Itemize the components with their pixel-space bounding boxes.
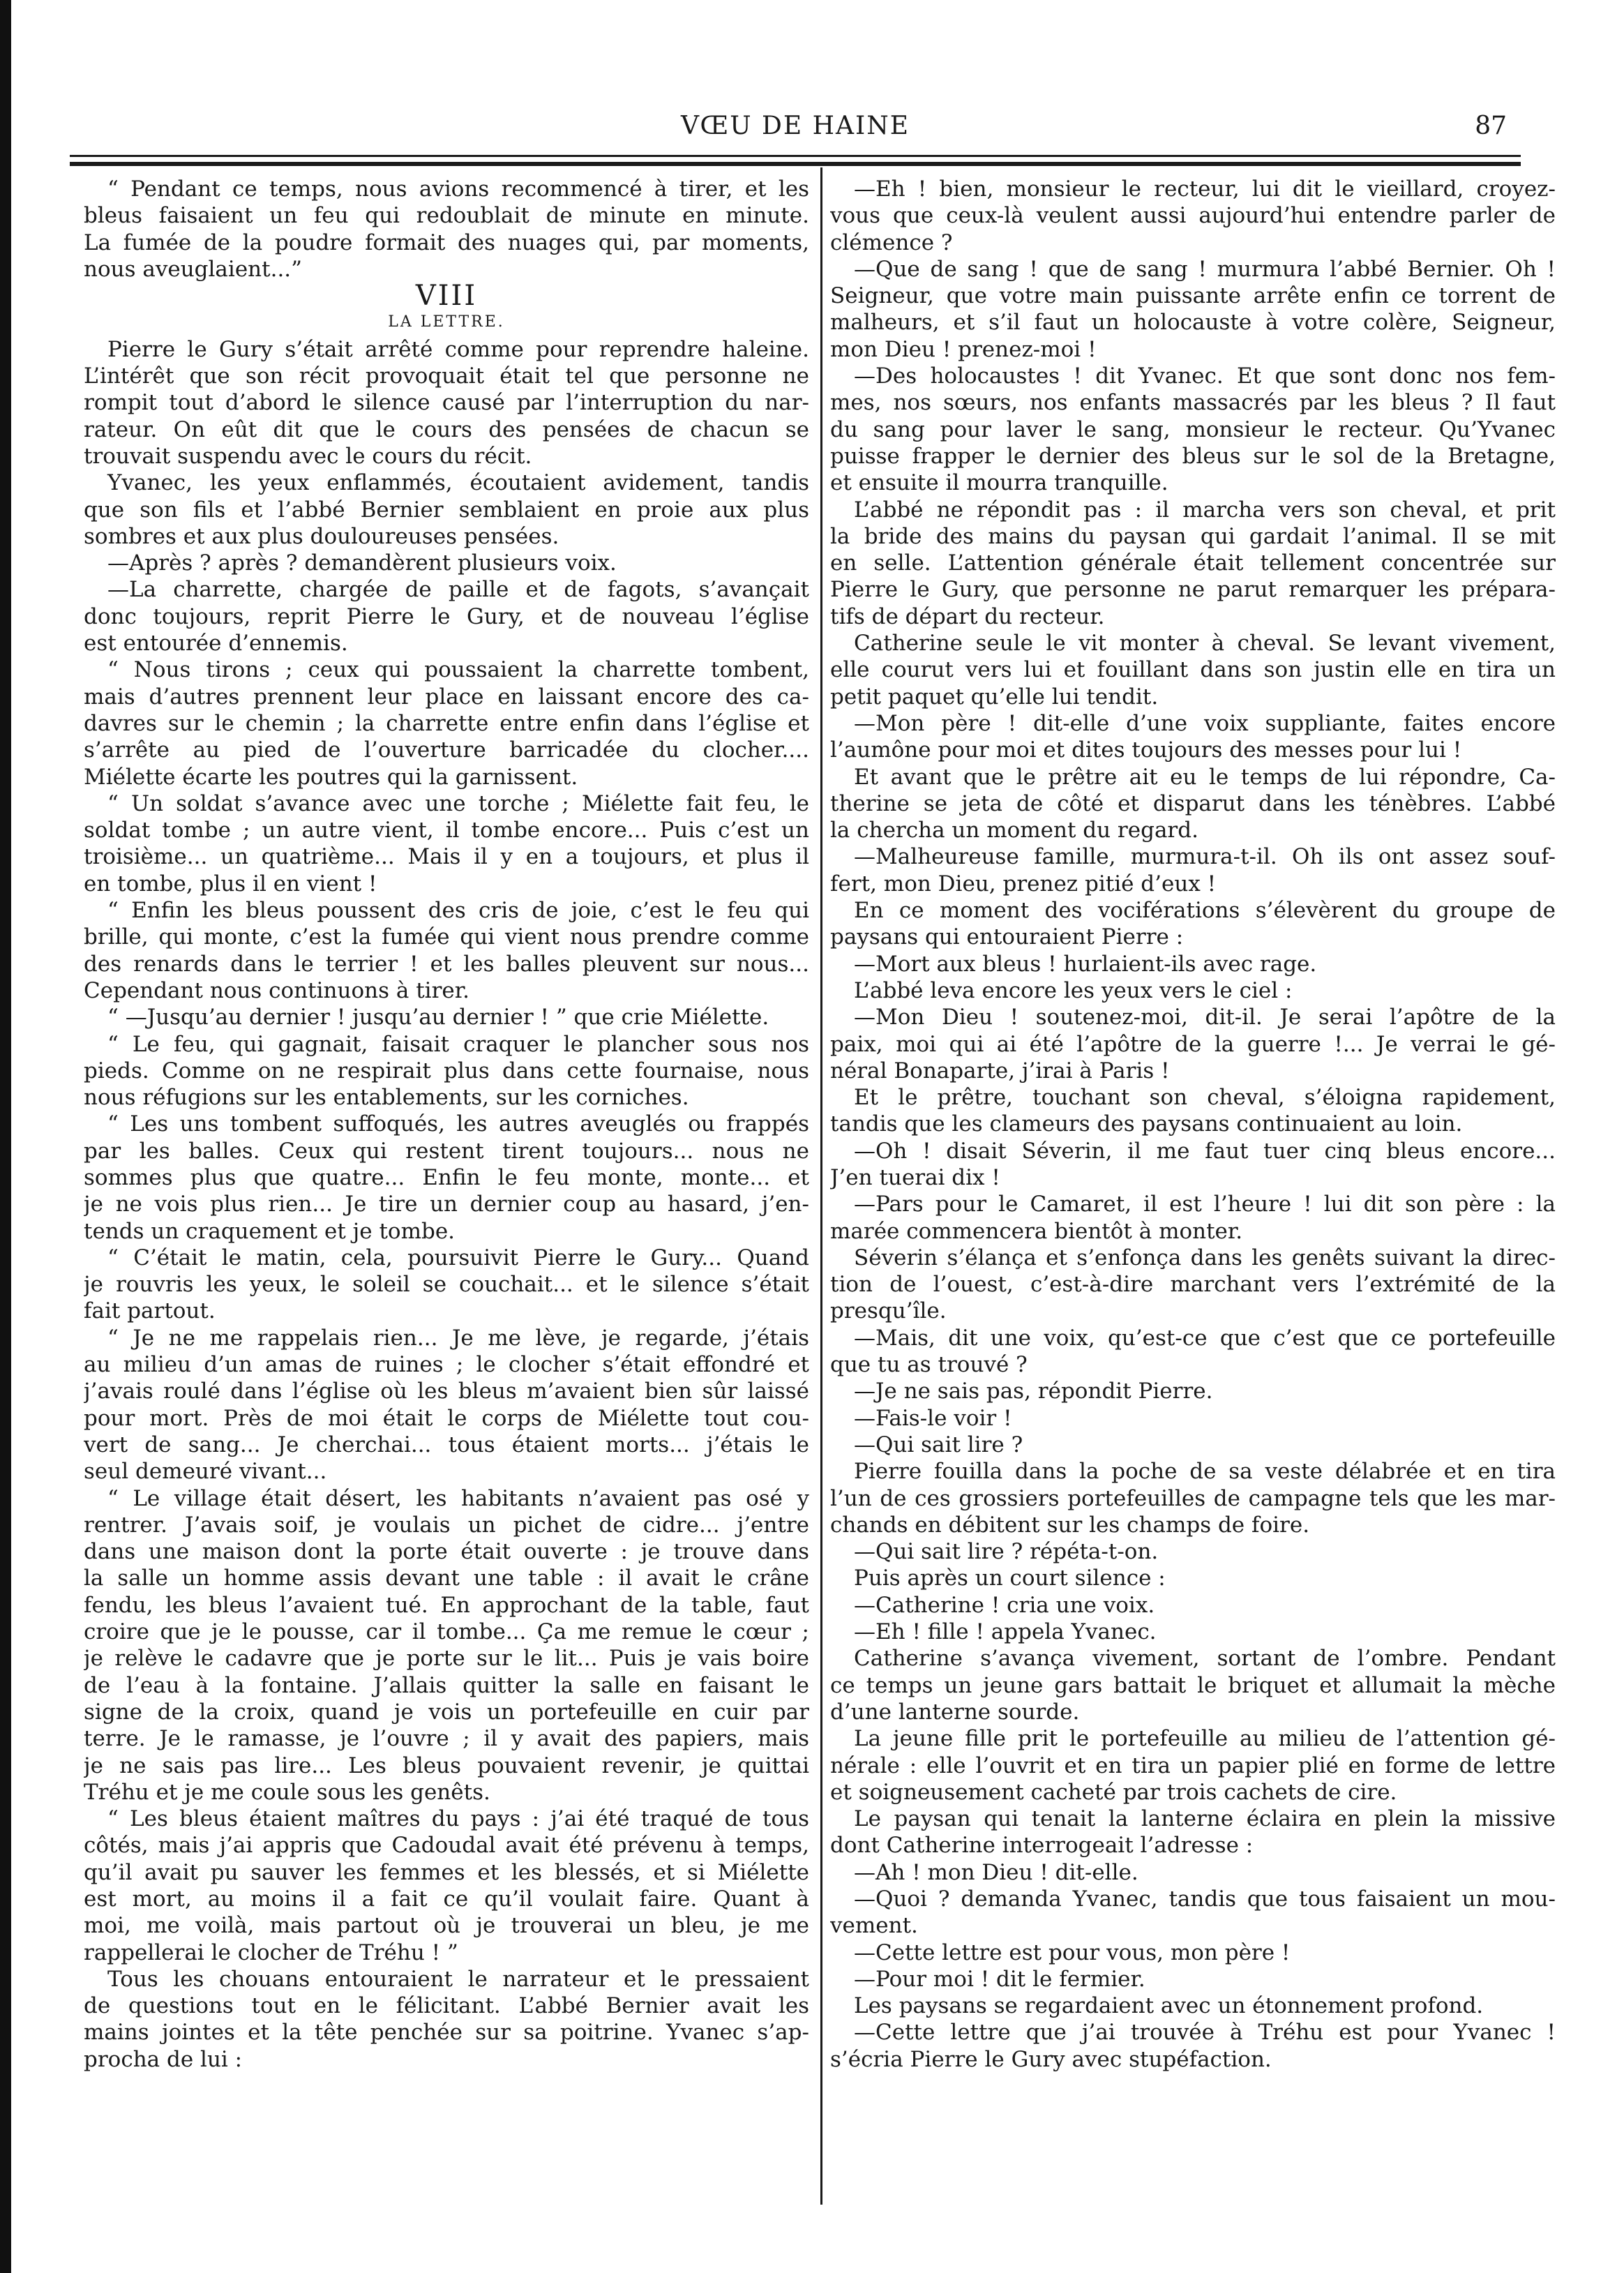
column-divider [820,167,822,2205]
text-line: fert, mon Dieu, prenez pitié d’eux ! [830,871,1217,897]
text-line: est mort, au moins il a fait ce qu’il voulait faire. Quant à [84,1886,809,1912]
text-line: —Oh ! disait Séverin, il me faut tuer cinq bleus encore... [854,1138,1556,1164]
text-line: que son fils et l’abbé Bernier semblaient en proie aux plus [84,497,809,523]
page-number: 87 [1475,112,1507,140]
text-line: du sang pour laver le sang, monsieur le recteur. Qu’Yvanec [830,417,1556,442]
text-line: therine se jeta de côté et disparut dans les ténèbres. L’abbé [830,790,1556,816]
text-line: vert de sang... Je cherchai... tous étaient morts... j’étais le [84,1432,809,1457]
text-line: “ Un soldat s’avance avec une torche ; Miélette fait feu, le [107,790,809,816]
text-line: néral Bonaparte, j’irai à Paris ! [830,1058,1170,1083]
text-line: fendu, les bleus l’avaient tué. En approchant de la table, faut [84,1592,809,1618]
text-line: vous que ceux-là veulent aussi aujourd’hui entendre parler de [830,203,1556,229]
text-line: sommes plus que quatre... Enfin le feu monte, monte... et [84,1164,809,1190]
text-line: j’avais roulé dans l’église où les bleus m’avaient bien sûr laissé [84,1379,809,1404]
text-line: Le paysan qui tenait la lanterne éclaira en plein la missive [854,1806,1556,1832]
text-line: soldat tombe ; un autre vient, il tombe encore... Puis c’est un [84,818,809,843]
text-line: —Eh ! fille ! appela Yvanec. [854,1619,1157,1645]
text-line: davres sur le chemin ; la charrette entre enfin dans l’église et [84,710,809,736]
text-line: petit paquet qu’elle lui tendit. [830,684,1159,710]
text-line: Miélette écarte les poutres qui la garnissent. [84,764,578,790]
text-line: L’intérêt que son récit provoquait était tel que personne ne [84,363,809,389]
text-line: —Que de sang ! que de sang ! murmura l’abbé Bernier. Oh ! [854,256,1556,282]
text-line: Et le prêtre, touchant son cheval, s’éloigna rapidement, [854,1085,1556,1111]
text-line: “ Les bleus étaient maîtres du pays : j’ai été traqué de tous [107,1806,809,1832]
text-line: —Mon père ! dit-elle d’une voix suppliante, faites encore [854,710,1556,736]
text-line: Les paysans se regardaient avec un étonnement profond. [854,1993,1484,2019]
left-column [84,176,809,2199]
text-line: que tu as trouvé ? [830,1352,1028,1378]
header-rule-thin [70,155,1521,157]
text-line: —Après ? après ? demandèrent plusieurs voix. [107,550,617,576]
text-line: et soigneusement cacheté par trois cachets de cire. [830,1779,1397,1805]
chapter-subtitle: LA LETTRE. [388,313,505,331]
text-line: troisième... un quatrième... Mais il y en a toujours, et plus il [84,844,809,870]
text-line: —Pars pour le Camaret, il est l’heure ! lui dit son père : la [854,1192,1556,1217]
text-line: —Eh ! bien, monsieur le recteur, lui dit le vieillard, croyez- [854,177,1556,202]
text-line: je ne sais pas lire... Les bleus pouvaient revenir, je quittai [84,1753,809,1778]
text-line: Pierre le Gury, que personne ne parut remarquer les prépara- [830,577,1556,603]
running-title: VŒU DE HAINE [680,112,910,140]
text-line: mon Dieu ! prenez-moi ! [830,336,1097,362]
text-line: —Quoi ? demanda Yvanec, tandis que tous faisaient un mou- [854,1886,1556,1912]
text-line: “ Le village était désert, les habitants n’avaient pas osé y [107,1485,809,1511]
text-line: —Qui sait lire ? répéta-t-on. [854,1539,1159,1565]
text-line: mais d’autres prennent leur place en laissant encore des ca- [84,684,809,710]
text-line: L’abbé ne répondit pas : il marcha vers son cheval, et prit [854,497,1556,523]
text-line: la chercha un moment du regard. [830,818,1198,843]
text-line: —Ah ! mon Dieu ! dit-elle. [854,1859,1138,1885]
text-line: puisse frapper le dernier des bleus sur le sol de la Bretagne, [830,443,1556,469]
text-line: ce temps un jeune gars battait le briquet et allumait la mèche [830,1672,1556,1698]
text-line: elle courut vers lui et fouillant dans son justin elle en tira un [830,657,1556,683]
text-line: la bride des mains du paysan qui gardait l’animal. Il se mit [830,523,1556,549]
text-line: s’arrête au pied de l’ouverture barricadée du clocher.... [84,737,809,763]
text-line: rappellerai le clocher de Tréhu ! ” [84,1940,458,1965]
text-line: seul demeuré vivant... [84,1459,327,1485]
text-line: L’abbé leva encore les yeux vers le ciel : [854,977,1293,1003]
text-line: mes, nos sœurs, nos enfants massacrés par les bleus ? Il faut [830,390,1556,416]
right-column [830,176,1556,2199]
text-line: —Fais-le voir ! [854,1405,1012,1431]
text-line: de l’eau à la fontaine. J’allais quitter la salle en faisant le [84,1672,809,1698]
text-line: moi, me voilà, mais partout où je trouverai un bleu, je me [84,1913,809,1939]
text-line: l’un de ces grossiers portefeuilles de campagne tels que les mar- [830,1485,1556,1511]
text-line: qu’il avait pu sauver les femmes et les blessés, et si Miélette [84,1859,809,1885]
text-line: marée commencera bientôt à monter. [830,1218,1243,1244]
text-line: —Des holocaustes ! dit Yvanec. Et que sont donc nos fem- [854,363,1556,389]
text-line: rompit tout d’abord le silence causé par l’interruption du nar- [84,390,809,416]
text-line: Catherine seule le vit monter à cheval. Se levant vivement, [854,631,1556,657]
text-line: je rouvris les yeux, le soleil se couchait... et le silence s’était [84,1272,809,1298]
text-line: paix, moi qui ai été l’apôtre de la guerre !... Je verrai le gé- [830,1031,1556,1057]
text-line: —Je ne sais pas, répondit Pierre. [854,1379,1213,1404]
chapter-heading: VIII [415,283,478,310]
text-line: dont Catherine interrogeait l’adresse : [830,1833,1254,1859]
text-line: Catherine s’avança vivement, sortant de l’ombre. Pendant [854,1646,1556,1672]
text-line: est entourée d’ennemis. [84,631,348,657]
text-line: malheurs, et s’il faut un holocauste à votre colère, Seigneur, [830,310,1556,336]
text-line: Séverin s’élança et s’enfonça dans les genêts suivant la direc- [854,1245,1556,1270]
text-line: —Malheureuse famille, murmura-t-il. Oh ils ont assez souf- [854,844,1556,870]
text-line: fait partout. [84,1298,216,1324]
text-line: “ Pendant ce temps, nous avions recommencé à tirer, et les [107,177,809,202]
text-line: rateur. On eût dit que le cours des pensées de chacun se [84,417,809,442]
text-line: croire que je le pousse, car il tombe... Ça me remue le cœur ; [84,1619,809,1645]
text-line: en tombe, plus il en vient ! [84,871,377,897]
text-line: Pierre fouilla dans la poche de sa veste délabrée et en tira [854,1459,1556,1485]
text-line: bleus faisaient un feu qui redoublait de minute en minute. [84,203,809,229]
text-line: —Qui sait lire ? [854,1432,1023,1457]
text-line: sombres et aux plus douloureuses pensées. [84,523,559,549]
text-line: tion de l’ouest, c’est-à-dire marchant vers l’extrémité de la [830,1272,1556,1298]
text-line: la salle un homme assis devant une table : il avait le crâne [84,1566,809,1591]
text-line: côtés, mais j’ai appris que Cadoudal avait été prévenu à temps, [84,1833,809,1859]
text-line: Cependant nous continuons à tirer. [84,977,470,1003]
text-line: Tréhu et je me coule sous les genêts. [84,1779,490,1805]
text-line: —Mais, dit une voix, qu’est-ce que c’est que ce portefeuille [854,1325,1556,1351]
text-line: nous aveuglaient...” [84,256,302,282]
text-line: tifs de départ du recteur. [830,603,1105,629]
text-line: —La charrette, chargée de paille et de fagots, s’avançait [107,577,809,603]
text-line: pour mort. Près de moi était le corps de Miélette tout cou- [84,1405,809,1431]
text-line: au milieu d’un amas de ruines ; le clocher s’était effondré et [84,1352,809,1378]
text-line: La fumée de la poudre formait des nuages qui, par moments, [84,230,809,255]
text-line: nérale : elle l’ouvrit et en tira un papier plié en forme de lettre [830,1753,1556,1778]
text-line: par les balles. Ceux qui restent tirent toujours... nous ne [84,1138,809,1164]
text-line: rentrer. J’avais soif, je voulais un pichet de cidre... j’entre [84,1512,809,1538]
text-line: chands en débitent sur les champs de foire. [830,1512,1310,1538]
text-line: Et avant que le prêtre ait eu le temps de lui répondre, Ca- [854,764,1556,790]
text-line: d’une lanterne sourde. [830,1699,1080,1725]
text-line: brille, qui monte, c’est la fumée qui vient nous prendre comme [84,924,809,950]
text-line: procha de lui : [84,2046,243,2072]
binding-edge [0,0,11,2273]
text-line: pieds. Comme on ne respirait plus dans cette fournaise, nous [84,1058,809,1083]
text-line: signe de la croix, quand je vois un portefeuille en cuir par [84,1699,809,1725]
text-line: —Catherine ! cria une voix. [854,1592,1155,1618]
text-line: mains jointes et la tête penchée sur sa poitrine. Yvanec s’ap- [84,2020,809,2046]
page-header [70,112,1521,147]
text-line: Tous les chouans entouraient le narrateur et le pressaient [107,1966,809,1992]
text-line: je ne vois plus rien... Je tire un dernier coup au hasard, j’en- [84,1192,809,1217]
text-line: je relève le cadavre que je porte sur le lit... Puis je vais boire [84,1646,809,1672]
text-line: et ensuite il mourra tranquille. [830,470,1168,496]
text-line: s’écria Pierre le Gury avec stupéfaction. [830,2046,1272,2072]
text-line: —Cette lettre que j’ai trouvée à Tréhu est pour Yvanec ! [854,2020,1556,2046]
text-line: “ Le feu, qui gagnait, faisait craquer le plancher sous nos [107,1031,809,1057]
text-line: “ Nous tirons ; ceux qui poussaient la charrette tombent, [107,657,809,683]
text-line: terre. Je le ramasse, je l’ouvre ; il y avait des papiers, mais [84,1726,809,1752]
text-line: en selle. L’attention générale était tellement concentrée sur [830,550,1556,576]
text-line: —Pour moi ! dit le fermier. [854,1966,1145,1992]
text-line: donc toujours, reprit Pierre le Gury, et de nouveau l’église [84,603,809,629]
text-line: l’aumône pour moi et dites toujours des messes pour lui ! [830,737,1462,763]
text-line: —Mort aux bleus ! hurlaient-ils avec rage. [854,951,1317,977]
text-line: paysans qui entouraient Pierre : [830,924,1184,950]
text-line: “ —Jusqu’au dernier ! jusqu’au dernier ! ” que crie Miélette. [107,1005,769,1030]
text-line: Pierre le Gury s’était arrêté comme pour reprendre haleine. [107,336,809,362]
text-line: tends un craquement et je tombe. [84,1218,456,1244]
text-line: tandis que les clameurs des paysans continuaient au loin. [830,1111,1463,1137]
text-line: J’en tuerai dix ! [830,1164,1000,1190]
text-line: —Cette lettre est pour vous, mon père ! [854,1940,1291,1965]
text-line: vement. [830,1913,918,1939]
text-line: “ Enfin les bleus poussent des cris de joie, c’est le feu qui [107,898,809,924]
text-line: de questions tout en le félicitant. L’abbé Bernier avait les [84,1993,809,2019]
text-line: En ce moment des vociférations s’élevèrent du groupe de [854,898,1556,924]
text-line: “ Je ne me rappelais rien... Je me lève, je regarde, j’étais [107,1325,809,1351]
text-line: Yvanec, les yeux enflammés, écoutaient avidement, tandis [107,470,809,496]
text-line: Puis après un court silence : [854,1566,1166,1591]
text-line: La jeune fille prit le portefeuille au milieu de l’attention gé- [854,1726,1556,1752]
text-line: dans une maison dont la porte était ouverte : je trouve dans [84,1539,809,1565]
text-line: Seigneur, que votre main puissante arrête enfin ce torrent de [830,283,1556,309]
text-line: —Mon Dieu ! soutenez-moi, dit-il. Je serai l’apôtre de la [854,1005,1556,1030]
header-rule-thick [70,162,1521,166]
text-line: “ C’était le matin, cela, poursuivit Pierre le Gury... Quand [107,1245,809,1270]
text-line: presqu’île. [830,1298,947,1324]
text-line: trouvait suspendu avec le cours du récit. [84,443,532,469]
text-line: des renards dans le terrier ! et les balles pleuvent sur nous... [84,951,809,977]
text-line: clémence ? [830,230,953,255]
text-line: nous réfugions sur les entablements, sur les corniches. [84,1085,689,1111]
text-line: “ Les uns tombent suffoqués, les autres aveuglés ou frappés [107,1111,809,1137]
